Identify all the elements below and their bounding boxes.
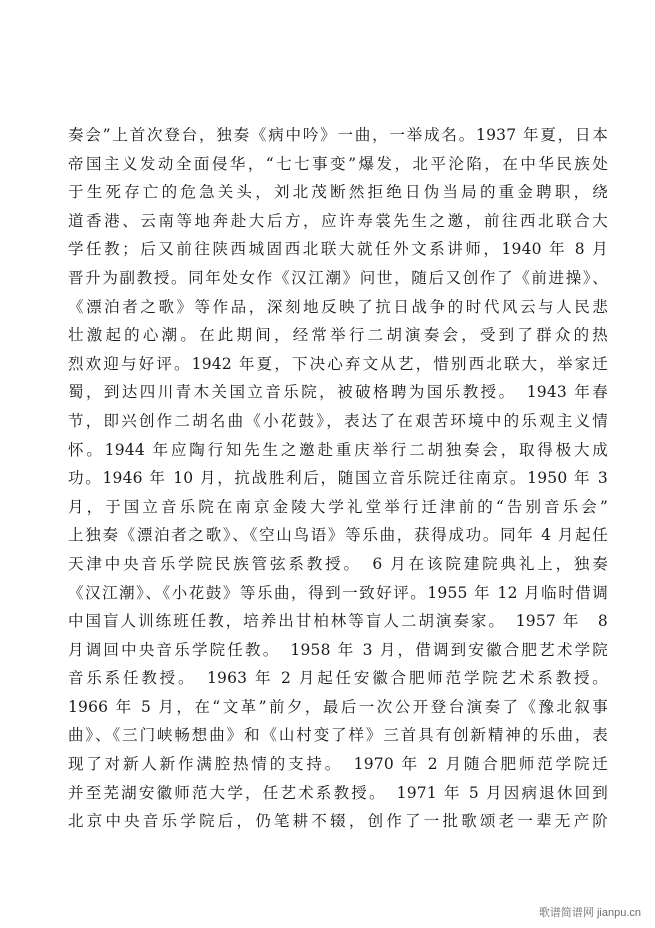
text-line: 帝国主义发动全面侵华，“七七事变”爆发，北平沦陷，在中华民族处 [68, 154, 608, 173]
body-text [68, 121, 608, 836]
text-line: 中国盲人训练班任教，培养出甘柏林等盲人二胡演奏家。 1957 年 8 [68, 612, 608, 631]
text-line: 学任教；后又前往陕西城固西北联大就任外文系讲师，1940 年 8 月 [68, 240, 608, 259]
text-line: 功。1946 年 10 月，抗战胜利后，随国立音乐院迁往南京。1950 年 3 [68, 469, 608, 488]
watermark: 歌谱简谱网 jianpu.cn [538, 907, 641, 919]
text-line: 怀。1944 年应陶行知先生之邀赴重庆举行二胡独奏会，取得极大成 [68, 440, 608, 459]
text-line: 节，即兴创作二胡名曲《小花鼓》，表达了在艰苦环境中的乐观主义情 [68, 411, 608, 430]
text-line: 现了对新人新作满腔热情的支持。 1970 年 2 月随合肥师范学院迁 [68, 755, 608, 774]
text-line: 并至芜湖安徽师范大学，任艺术系教授。 1971 年 5 月因病退休回到 [68, 783, 608, 802]
text-line: 天津中央音乐学院民族管弦系教授。 6 月在该院建院典礼上，独奏 [68, 554, 608, 573]
text-line: 音乐系任教授。 1963 年 2 月起任安徽合肥师范学院艺术系教授。 [68, 669, 608, 688]
text-line: 蜀，到达四川青木关国立音乐院，被破格聘为国乐教授。 1943 年春 [68, 383, 608, 402]
text-line: 上独奏《漂泊者之歌》、《空山鸟语》等乐曲，获得成功。同年 4 月起任 [68, 526, 608, 545]
text-line: 月调回中央音乐学院任教。 1958 年 3 月，借调到安徽合肥艺术学院 [68, 640, 608, 659]
text-line: 《汉江潮》、《小花鼓》等乐曲，得到一致好评。1955 年 12 月临时借调 [68, 583, 608, 602]
text-line: 《漂泊者之歌》等作品，深刻地反映了抗日战争的时代风云与人民悲 [68, 297, 608, 316]
text-line: 烈欢迎与好评。1942 年夏，下决心弃文从艺，惜别西北联大，举家迁 [68, 354, 608, 373]
text-line: 于生死存亡的危急关头，刘北茂断然拒绝日伪当局的重金聘职，绕 [68, 183, 608, 202]
text-line: 月，于国立音乐院在南京金陵大学礼堂举行迁津前的“告别音乐会” [68, 497, 608, 516]
text-line: 道香港、云南等地奔赴大后方，应许寿裳先生之邀，前往西北联合大 [68, 211, 608, 230]
text-line: 曲》、《三门峡畅想曲》和《山村变了样》三首具有创新精神的乐曲，表 [68, 726, 608, 745]
text-line: 1966 年 5 月，在“文革”前夕，最后一次公开登台演奏了《豫北叙事 [68, 697, 608, 716]
text-line: 晋升为副教授。同年处女作《汉江潮》问世，随后又创作了《前进操》、 [68, 268, 608, 287]
text-line: 北京中央音乐学院后，仍笔耕不辍，创作了一批歌颂老一辈无产阶 [68, 812, 608, 831]
text-line: 奏会”上首次登台，独奏《病中吟》一曲，一举成名。1937 年夏，日本 [68, 126, 608, 144]
text-line: 壮激起的心潮。在此期间，经常举行二胡演奏会，受到了群众的热 [68, 326, 608, 345]
